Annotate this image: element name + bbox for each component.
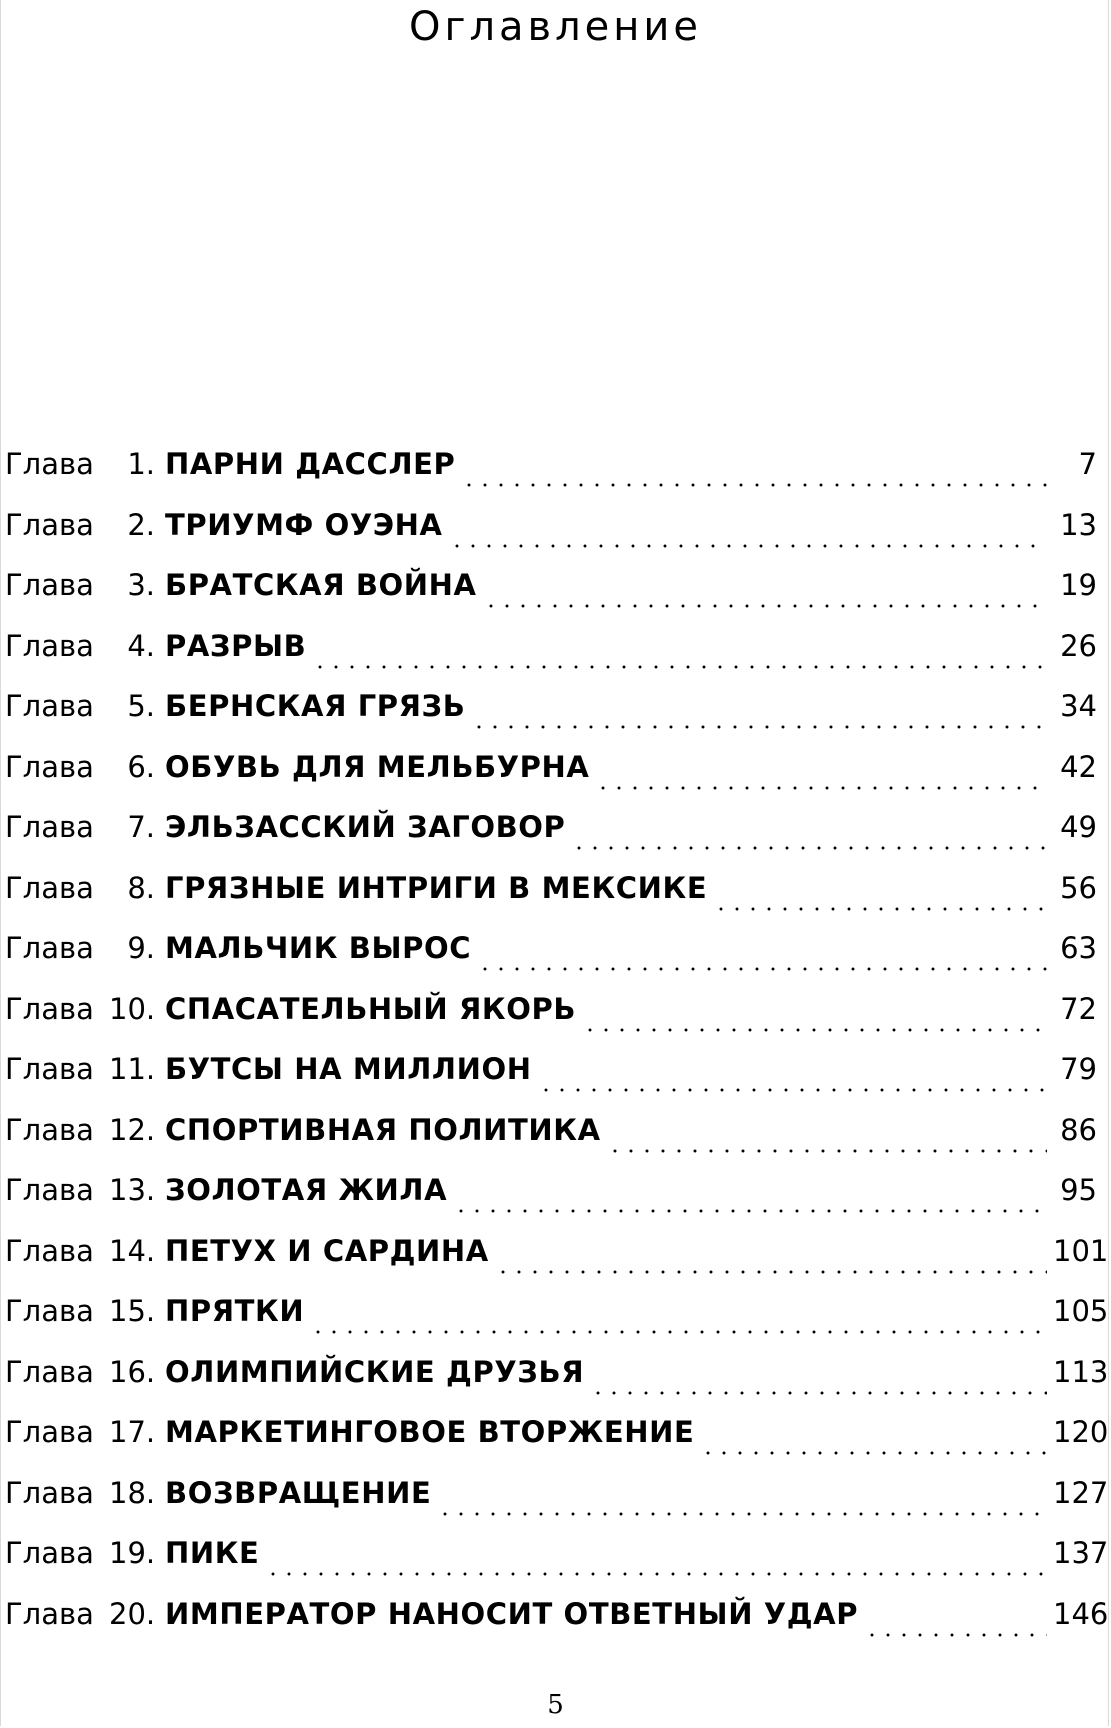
chapter-title: ТРИУМФ ОУЭНА — [165, 507, 443, 542]
chapter-word: Глава — [5, 870, 94, 905]
chapter-number: 7. — [127, 810, 155, 844]
chapter-title: ЭЛЬЗАССКИЙ ЗАГОВОР — [165, 810, 566, 844]
leader-dots — [713, 907, 1047, 911]
chapter-title: БУТСЫ НА МИЛЛИОН — [165, 1052, 532, 1086]
toc-entry[interactable] — [5, 568, 1097, 629]
chapter-number: 15. — [109, 1294, 156, 1328]
chapter-page-number: 137 — [1053, 1536, 1109, 1570]
chapter-word: Глава — [5, 1596, 94, 1631]
chapter-word: Глава — [5, 810, 94, 844]
leader-dots — [864, 1633, 1047, 1637]
chapter-title: ЗОЛОТАЯ ЖИЛА — [165, 1173, 448, 1207]
chapter-number: 12. — [109, 1112, 156, 1147]
chapter-page-number: 72 — [1060, 991, 1097, 1026]
table-of-contents — [5, 447, 1109, 1657]
chapter-word: Глава — [5, 628, 94, 663]
chapter-number: 19. — [109, 1536, 156, 1570]
toc-entry[interactable] — [5, 629, 1097, 690]
chapter-word: Глава — [5, 1173, 94, 1207]
toc-entry[interactable] — [5, 1173, 1097, 1234]
chapter-number: 5. — [127, 689, 155, 723]
chapter-number: 1. — [127, 447, 155, 481]
chapter-page-number: 49 — [1060, 810, 1097, 844]
chapter-page-number: 34 — [1060, 689, 1097, 723]
toc-entry[interactable] — [5, 810, 1097, 871]
leader-dots — [310, 1330, 1047, 1334]
chapter-word: Глава — [5, 689, 94, 723]
chapter-number: 14. — [109, 1233, 156, 1268]
chapter-title: СПАСАТЕЛЬНЫЙ ЯКОРЬ — [165, 991, 577, 1026]
chapter-page-number: 146 — [1053, 1596, 1109, 1631]
chapter-number: 10. — [109, 991, 156, 1026]
chapter-word: Глава — [5, 749, 94, 784]
chapter-title: БРАТСКАЯ ВОЙНА — [165, 568, 477, 602]
chapter-title: ПИКЕ — [165, 1536, 260, 1570]
leader-dots — [453, 1209, 1047, 1213]
chapter-title: ОБУВЬ ДЛЯ МЕЛЬБУРНА — [165, 749, 590, 784]
leader-dots — [538, 1088, 1047, 1092]
toc-entry[interactable] — [5, 871, 1097, 932]
chapter-word: Глава — [5, 507, 94, 542]
chapter-title: ИМПЕРАТОР НАНОСИТ ОТВЕТНЫЙ УДАР — [165, 1596, 859, 1631]
leader-dots — [700, 1451, 1047, 1455]
toc-entry[interactable] — [5, 1475, 1109, 1537]
toc-entry[interactable] — [5, 1052, 1097, 1113]
chapter-word: Глава — [5, 1052, 94, 1086]
leader-dots — [312, 665, 1047, 669]
chapter-title: ОЛИМПИЙСКИЕ ДРУЗЬЯ — [165, 1354, 585, 1389]
chapter-page-number: 63 — [1060, 931, 1097, 965]
chapter-word: Глава — [5, 447, 94, 481]
chapter-title: СПОРТИВНАЯ ПОЛИТИКА — [165, 1112, 601, 1147]
chapter-page-number: 120 — [1053, 1415, 1109, 1449]
chapter-word: Глава — [5, 568, 94, 602]
chapter-number: 18. — [109, 1475, 156, 1510]
chapter-title: ПАРНИ ДАССЛЕР — [165, 447, 456, 481]
chapter-number: 11. — [109, 1052, 156, 1086]
toc-entry[interactable] — [5, 1596, 1109, 1658]
chapter-word: Глава — [5, 1354, 94, 1389]
chapter-page-number: 127 — [1053, 1475, 1109, 1510]
chapter-number: 16. — [109, 1354, 156, 1389]
chapter-number: 13. — [109, 1173, 156, 1207]
footer-page-number: 5 — [547, 1690, 564, 1720]
leader-dots — [477, 967, 1047, 971]
chapter-title: МАРКЕТИНГОВОЕ ВТОРЖЕНИЕ — [165, 1415, 695, 1449]
chapter-number: 9. — [127, 931, 155, 965]
chapter-number: 2. — [127, 507, 155, 542]
toc-entry[interactable] — [5, 1415, 1109, 1476]
chapter-number: 6. — [127, 749, 155, 784]
chapter-number: 4. — [127, 628, 155, 663]
leader-dots — [437, 1512, 1047, 1516]
chapter-page-number: 79 — [1060, 1052, 1097, 1086]
chapter-title: МАЛЬЧИК ВЫРОС — [165, 931, 472, 965]
chapter-word: Глава — [5, 931, 94, 965]
chapter-title: БЕРНСКАЯ ГРЯЗЬ — [165, 689, 466, 723]
toc-entry[interactable] — [5, 447, 1097, 508]
chapter-page-number: 95 — [1060, 1173, 1097, 1207]
chapter-page-number: 86 — [1060, 1112, 1097, 1147]
chapter-page-number: 13 — [1060, 507, 1097, 542]
chapter-number: 17. — [109, 1415, 156, 1449]
chapter-page-number: 42 — [1060, 749, 1097, 784]
chapter-page-number: 19 — [1060, 568, 1097, 602]
chapter-word: Глава — [5, 1475, 94, 1510]
toc-entry[interactable] — [5, 1536, 1109, 1597]
toc-entry[interactable] — [5, 1113, 1097, 1174]
chapter-title: РАЗРЫВ — [165, 628, 307, 663]
leader-dots — [571, 846, 1047, 850]
chapter-title: ВОЗВРАЩЕНИЕ — [165, 1475, 432, 1510]
chapter-number: 20. — [109, 1596, 156, 1631]
chapter-word: Глава — [5, 1536, 94, 1570]
chapter-title: ГРЯЗНЫЕ ИНТРИГИ В МЕКСИКЕ — [165, 870, 708, 905]
chapter-word: Глава — [5, 1233, 94, 1268]
leader-dots — [595, 786, 1047, 790]
toc-entry[interactable] — [5, 1354, 1109, 1416]
chapter-title: ПРЯТКИ — [165, 1294, 305, 1328]
leader-dots — [607, 1149, 1047, 1153]
chapter-page-number: 113 — [1053, 1354, 1109, 1389]
leader-dots — [582, 1028, 1047, 1032]
chapter-page-number: 56 — [1060, 870, 1097, 905]
toc-entry[interactable] — [5, 508, 1097, 569]
toc-entry[interactable] — [5, 931, 1097, 992]
chapter-page-number: 101 — [1053, 1233, 1109, 1268]
chapter-word: Глава — [5, 991, 94, 1026]
leader-dots — [483, 604, 1047, 608]
leader-dots — [449, 544, 1047, 548]
chapter-title: ПЕТУХ И САРДИНА — [165, 1233, 489, 1268]
leader-dots — [590, 1391, 1047, 1395]
page-title: Оглавление — [408, 4, 703, 50]
leader-dots — [265, 1572, 1047, 1576]
chapter-page-number: 105 — [1053, 1294, 1109, 1328]
leader-dots — [471, 725, 1047, 729]
leader-dots — [495, 1270, 1047, 1274]
toc-entry[interactable] — [5, 1233, 1109, 1295]
leader-dots — [461, 483, 1047, 487]
toc-entry[interactable] — [5, 689, 1097, 750]
chapter-word: Глава — [5, 1112, 94, 1147]
toc-entry[interactable] — [5, 992, 1097, 1053]
chapter-word: Глава — [5, 1294, 94, 1328]
chapter-word: Глава — [5, 1415, 94, 1449]
chapter-page-number: 26 — [1060, 628, 1097, 663]
toc-entry[interactable] — [5, 750, 1097, 811]
chapter-number: 8. — [127, 870, 155, 905]
toc-entry[interactable] — [5, 1294, 1109, 1355]
chapter-number: 3. — [127, 568, 155, 602]
chapter-page-number: 7 — [1078, 447, 1097, 481]
